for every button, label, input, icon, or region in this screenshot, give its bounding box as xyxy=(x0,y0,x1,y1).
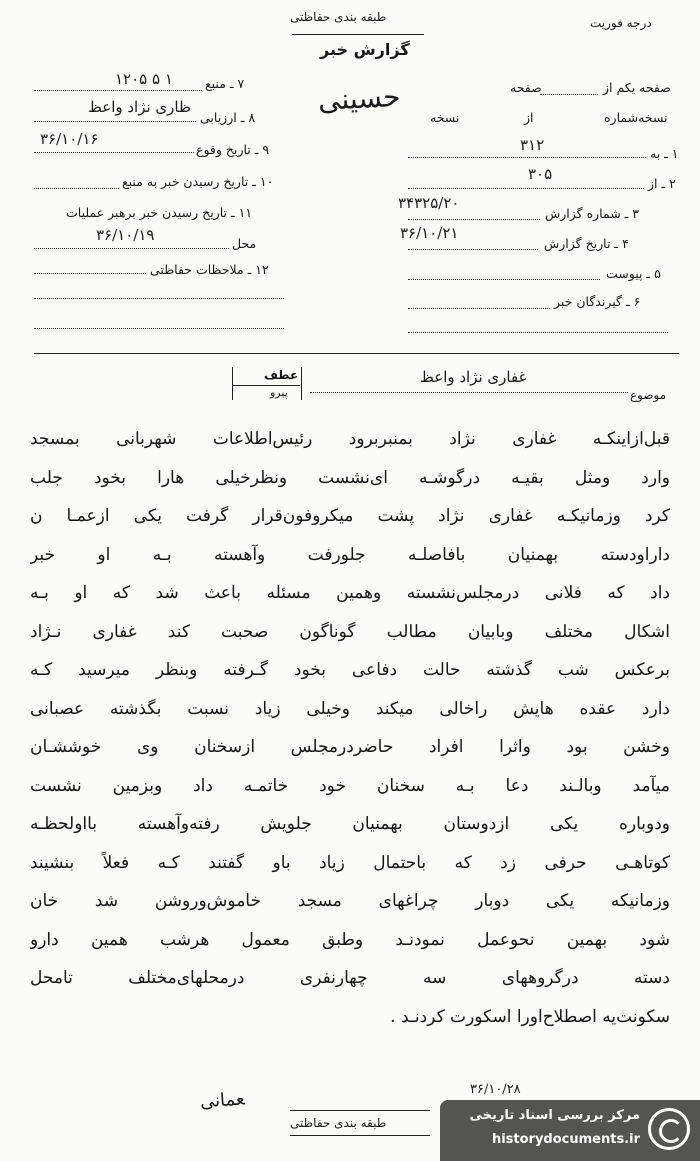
location-label: محل xyxy=(232,236,257,251)
reference-label: عطف xyxy=(264,368,299,382)
page-line xyxy=(540,94,598,95)
body-line: شود بهمین نحوعمل نمودنـد وطبق معمول هرشب همین دارو xyxy=(30,929,670,950)
to-label: ۱ ـ به xyxy=(650,146,679,161)
report-number-value: ۳۴۳۲۵/۲۰ xyxy=(398,194,460,212)
classification-footer: طبقه بندی حفاظتی xyxy=(290,1116,387,1130)
body-line: ودوباره یکی ازدوستان بهمنیان جلویش رفته‌وآهسته بااولحظـه xyxy=(30,814,670,834)
evaluation-value: ظاری نژاد واعظ xyxy=(88,98,191,116)
body-line: کوتاهـی حرفی زد که باحتمال زیاد باو گفتند کـه فعلاً بنشیند xyxy=(30,852,670,873)
report-title: گزارش خبر xyxy=(320,40,410,59)
attachment-line xyxy=(408,279,600,280)
copy-number-label: نسخه‌شماره xyxy=(604,110,668,125)
subject-line xyxy=(310,392,628,393)
body-line: کرد وزمانیکـه غفاری نژاد پشت میکروفون‌قرار گرفت یکی ازعمـا ن xyxy=(30,506,670,526)
body-line: سکونت‌یه اصطلاح‌اورا اسکورت کردنـد . xyxy=(390,1006,670,1027)
copy-of-label: از xyxy=(524,110,534,125)
copies-label: نسخه xyxy=(430,110,460,125)
occurrence-date-value: ۳۶/۱۰/۱۶ xyxy=(40,130,99,148)
report-date-label: ۴ ـ تاریخ گزارش xyxy=(544,236,629,251)
security-notes-line xyxy=(34,273,146,274)
body-line: داد که فلانی درمجلس‌نشسته وهمین مسئله باعث شد که او بـه xyxy=(30,583,670,603)
source-receipt-date-line xyxy=(34,188,119,189)
subject-label: موضوع xyxy=(630,388,667,402)
report-body xyxy=(30,420,670,1036)
source-line xyxy=(34,90,202,91)
follow-up-label: پیرو xyxy=(270,386,288,399)
location-line xyxy=(34,248,229,249)
report-date-value: ۳۶/۱۰/۲۱ xyxy=(400,224,459,242)
footer-rule-bottom xyxy=(290,1135,430,1136)
security-notes-line-2 xyxy=(34,298,284,299)
security-notes-line-3 xyxy=(34,328,284,329)
footer-rule-top xyxy=(290,1110,430,1111)
page-label: صفحه xyxy=(510,80,542,95)
header-divider xyxy=(34,353,679,354)
body-line: وزمانیکه یکی دوبار چراغهای مسجد خاموش‌وروشن شد خان xyxy=(30,891,670,911)
handwritten-signature-top: حسینی xyxy=(317,79,402,118)
source-label: ۷ ـ منبع xyxy=(205,76,245,91)
report-number-label: ۳ ـ شماره گزارش xyxy=(545,206,640,221)
recipients-label: ۶ ـ گیرندگان خبر xyxy=(554,294,641,309)
classification-header: طبقه بندی حفاظتی xyxy=(290,10,387,24)
ops-receipt-date-label: ۱۱ ـ تاریخ رسیدن خبر برهبر عملیات xyxy=(66,205,253,220)
body-line: وخشن بود واثرا افراد حاضردرمجلس ازسخنان وی خوششـان xyxy=(30,737,670,757)
report-number-line xyxy=(408,219,540,220)
occurrence-date-label: ۹ ـ تاریخ وقوع xyxy=(196,142,270,157)
source-value: ۱۲۰۵ ۵ ۱ xyxy=(115,70,173,88)
security-notes-label: ۱۲ ـ ملاحظات حفاظتی xyxy=(150,262,269,277)
body-line: دسته درگروههای سه چهارنفری درمحلهای‌مختلف تامحل xyxy=(30,968,670,988)
to-line xyxy=(408,157,646,158)
archive-logo-icon xyxy=(648,1108,690,1150)
body-line: برعکس شب گذشته حالت دفاعی بخود گـرفته وبنظر میرسید کـه xyxy=(30,660,670,680)
evaluation-line xyxy=(34,121,196,122)
from-line xyxy=(408,188,644,189)
report-date-line xyxy=(408,249,538,250)
body-line: وارد ومثل بقیـه درگوشـه ای‌نشست ونظرخیلی هارا بخود جلب xyxy=(30,467,670,488)
priority-label: درجه فوریت xyxy=(590,16,652,30)
watermark-url: historydocuments.ir xyxy=(491,1132,640,1147)
handwritten-signature-bottom: ﻌﻤﺎﻧﯽ xyxy=(199,1088,246,1113)
from-label: ۲ ـ از xyxy=(648,176,676,191)
evaluation-label: ۸ ـ ارزیابی xyxy=(200,110,256,125)
body-line: دارد عقده هایش راخالی میکند وخیلی زیاد نسبت بگذشته عصبانی xyxy=(30,698,670,719)
attachment-label: ۵ ـ پیوست xyxy=(606,266,661,281)
location-value: ۳۶/۱۰/۱۹ xyxy=(96,226,155,244)
watermark-title: مرکز بررسی اسناد تاریخی xyxy=(469,1108,640,1123)
subject-value: غفاری نژاد واعظ xyxy=(420,368,527,386)
page-one-of-label: صفحه یکم از xyxy=(603,80,671,95)
handwritten-footer-date: ۳۶/۱۰/۲۸ xyxy=(470,1082,521,1097)
body-line: میآمد وبالـند دعا بـه سخنان خود خاتمـه داد وبزمین نشست xyxy=(30,775,670,796)
body-line: اشکال مختلف وبابیان مطالب گوناگون صحبت کند غفاری نـژاد xyxy=(30,621,670,642)
classification-rule xyxy=(292,34,424,35)
source-receipt-date-label: ۱۰ ـ تاریخ رسیدن خبر به منبع xyxy=(122,174,274,189)
to-value: ۳۱۲ xyxy=(520,136,545,154)
from-value: ۳۰۵ xyxy=(528,165,553,183)
occurrence-date-line xyxy=(34,152,194,153)
body-line: قبل‌ازاینکـه غفاری نژاد بمنبربرود رئیس‌اطلاعات شهربانی بمسجد xyxy=(30,429,670,449)
body-line: داراودسته بهمنیان بافاصلـه جلورفت وآهسته بـه او خبر xyxy=(30,544,670,565)
recipients-line xyxy=(408,308,550,309)
recipients-line-2 xyxy=(408,332,668,333)
reference-divider xyxy=(232,385,300,386)
